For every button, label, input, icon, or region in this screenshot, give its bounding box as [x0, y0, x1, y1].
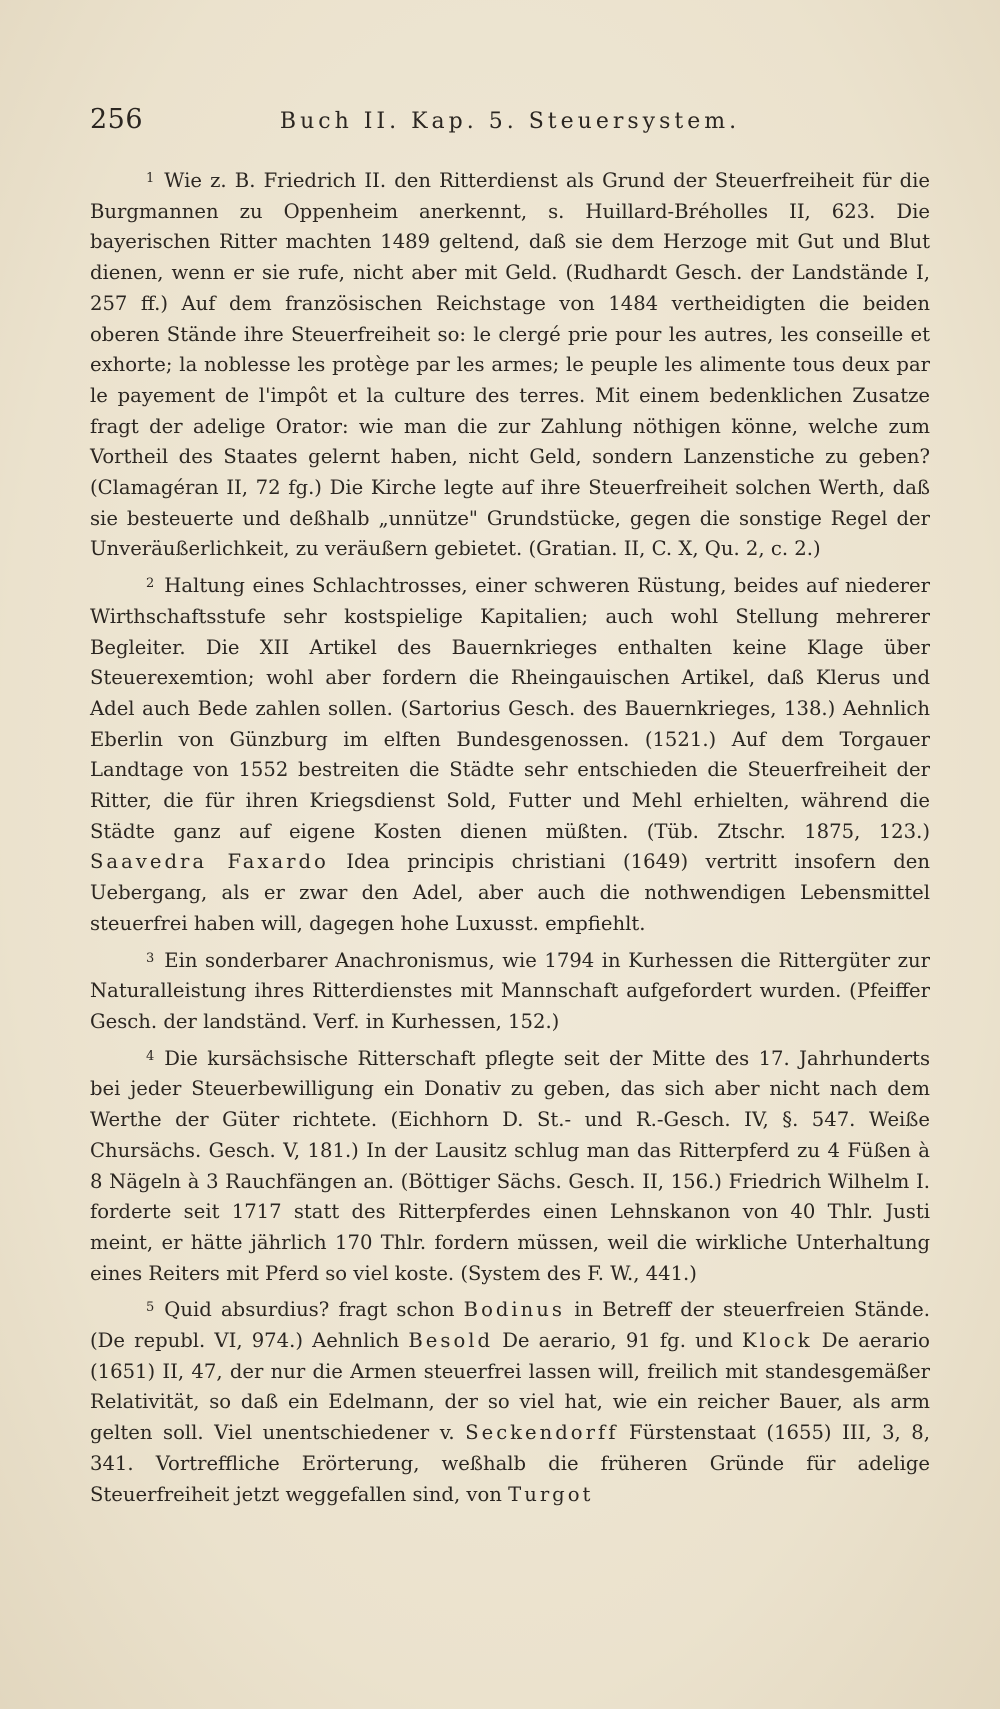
author-name: Besold	[408, 1329, 494, 1353]
footnote-text: Idea principis christiani (1649) vertritt insofern den Uebergang, als er zwar den Adel, aber auch die nothwendigen Lebensmittel steuerfrei haben will, dagegen hohe Luxusst. empfiehlt.	[90, 850, 931, 935]
footnote-text: De aerario (1651) II, 47, der nur die Armen steuerfrei lassen will, freilich mit standesgemäßer Relativität, so daß ein Edelmann, der so viel hat, wie ein reicher Bauer, als arm gelten soll. Viel unentschiedener v.	[90, 1329, 930, 1445]
footnote-text: Die kursächsische Ritterschaft pflegte seit der Mitte des 17. Jahrhunderts bei jeder Steuerbewilligung ein Donativ zu geben, das sich aber nicht nach dem Werthe der Güter richtete. (Eichhorn D. St.- und R.-Gesch. IV, §. 547. Weiße Chursächs. Gesch. V, 181.) In der Lausitz schlug man das Ritterpferd zu 4 Füßen à 8 Nägeln à 3 Rauchfängen an. (Böttiger Sächs. Gesch. II, 156.) Friedrich Wilhelm I. forderte seit 1717 statt des Ritterpferdes einen Lehnskanon von 40 Thlr. Justi meint, er hätte jährlich 170 Thlr. fordern müssen, weil die wirkliche Unterhaltung eines Reiters mit Pferd so viel koste. (System des F. W., 441.)	[90, 1046, 930, 1285]
author-name: Bodinus	[463, 1298, 565, 1322]
author-name: Saavedra Faxardo	[90, 850, 329, 874]
footnote-marker: 1	[146, 171, 155, 186]
author-name: Seckendorff	[465, 1421, 619, 1445]
footnote-text: Wie z. B. Friedrich II. den Ritterdienst als Grund der Steuerfreiheit für die Burgmannen zu Oppenheim anerkennt, s. Huillard-Bréholles II, 623. Die bayerischen Ritter machten 1489 geltend, daß sie dem Herzoge mit Gut und Blut dienen, wenn er sie rufe, nicht aber mit Geld. (Rudhardt Gesch. der Landstände I, 257 ff.) Auf dem französischen Reichstage von 1484 vertheidigten die beiden oberen Stände ihre Steuerfreiheit so: le clergé prie pour les autres, les conseille et exhorte; la noblesse les protège par les armes; le peuple les alimente tous deux par le payement de l'impôt et la culture des terres. Mit einem bedenklichen Zusatze fragt der adelige Orator: wie man die zur Zahlung nöthigen könne, welche zum Vortheil des Staates gelernt haben, nicht Geld, sondern Lanzenstiche zu geben? (Clamagéran II, 72 fg.) Die Kirche legte auf ihre Steuerfreiheit solchen Werth, daß sie besteuerte und deßhalb „unnütze" Grundstücke, gegen die sonstige Regel der Unveräußerlichkeit, zu veräußern gebietet. (Gratian. II, C. X, Qu. 2, c. 2.)	[90, 169, 930, 561]
running-title: Buch II. Kap. 5. Steuersystem.	[279, 109, 741, 134]
footnote-3	[90, 944, 930, 1038]
footnote-text: Ein sonderbarer Anachronismus, wie 1794 in Kurhessen die Rittergüter zur Naturalleistung ihres Ritterdienstes mit Mannschaft aufgefordert wurden. (Pfeiffer Gesch. der landständ. Verf. in Kurhessen, 152.)	[90, 948, 930, 1033]
author-name: Turgot	[508, 1482, 594, 1506]
footnote-marker: 5	[146, 1300, 155, 1316]
footnote-text: Fürstenstaat (1655) III, 3, 8, 341. Vortreffliche Erörterung, weßhalb die früheren Gründe für adelige Steuerfreiheit jetzt weggefallen sind, von	[90, 1421, 930, 1506]
footnote-marker: 2	[146, 576, 155, 592]
footnote-4	[90, 1042, 930, 1290]
footnote-2	[90, 569, 930, 939]
footnote-text: Quid absurdius? fragt schon	[164, 1298, 464, 1322]
running-head	[90, 104, 930, 144]
footnote-1	[90, 164, 930, 565]
footnote-marker: 3	[146, 950, 155, 966]
footnotes	[90, 164, 930, 1510]
footnote-text: De aerario, 91 fg. und	[493, 1329, 743, 1353]
footnote-text: Haltung eines Schlachtrosses, einer schweren Rüstung, beides auf niederer Wirthschaftsstufe sehr kostspielige Kapitalien; auch wohl Stellung mehrerer Begleiter. Die XII Artikel des Bauernkrieges enthalten keine Klage über Steuerexemtion; wohl aber fordern die Rheingauischen Artikel, daß Klerus und Adel auch Bede zahlen sollen. (Sartorius Gesch. des Bauernkrieges, 138.) Aehnlich Eberlin von Günzburg im elften Bundesgenossen. (1521.) Auf dem Torgauer Landtage von 1552 bestreiten die Städte sehr entschieden die Steuerfreiheit der Ritter, die für ihren Kriegsdienst Sold, Futter und Mehl erhielten, während die Städte ganz auf eigene Kosten dienen müßten. (Tüb. Ztschr. 1875, 123.)	[90, 574, 930, 843]
footnote-text: in Betreff der steuerfreien Stände. (De republ. VI, 974.) Aehnlich	[90, 1298, 930, 1353]
author-name: Klock	[742, 1329, 813, 1353]
footnote-5	[90, 1293, 930, 1510]
page-number: 256	[90, 104, 144, 135]
footnote-marker: 4	[146, 1048, 155, 1064]
